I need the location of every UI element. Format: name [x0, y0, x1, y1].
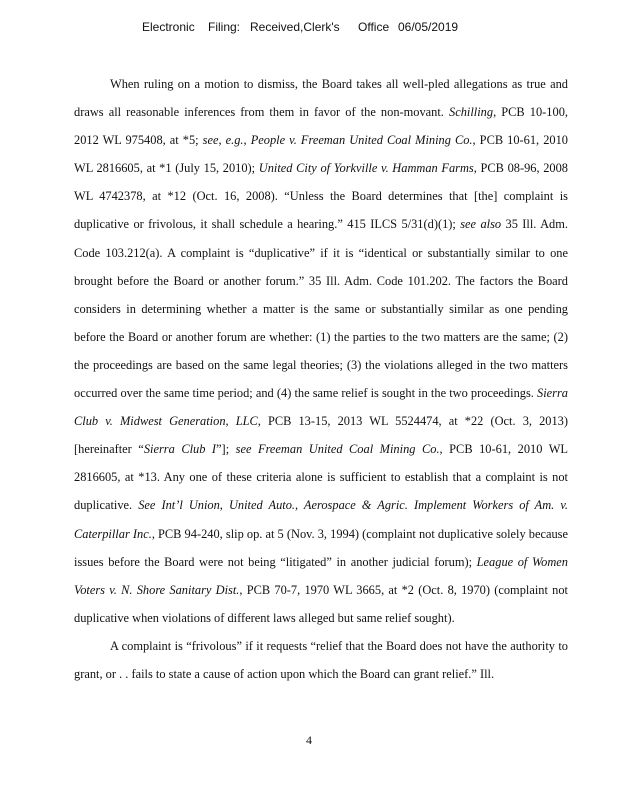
page-number: 4 — [306, 733, 312, 747]
text-segment: , PCB 10-61, 2010 WL 2816605, at *13. Any one of these criteria alone is sufficient to establish that a complaint is not duplicative. — [74, 442, 568, 513]
citation-italic: see, e.g. — [202, 133, 244, 148]
header-date: 06/05/2019 — [398, 20, 459, 34]
header-received: Received,Clerk's — [250, 20, 340, 34]
text-segment: , PCB 70-7, 1970 WL 3665, at *2 (Oct. 8, 1970) (complaint not duplicative when violations of different laws alleged but same relief sought). — [74, 582, 568, 625]
citation-italic: Sierra Club I — [143, 442, 217, 457]
paragraph-frivolous-definition — [74, 632, 568, 688]
citation-italic: United City of Yorkville v. Hamman Farms — [258, 161, 474, 176]
header-filing: Filing: — [208, 20, 241, 34]
text-segment: , PCB 10-61, 2010 WL 2816605, at *1 (July 15, 2010); — [74, 133, 568, 176]
text-segment: , PCB 13-15, 2013 WL 5524474, at *22 (Oct. 3, 2013) [hereinafter “ — [74, 414, 568, 457]
citation-italic: People v. Freeman United Coal Mining Co. — [250, 133, 473, 148]
header-electronic: Electronic — [142, 20, 195, 34]
text-segment: ”]; — [216, 442, 236, 457]
text-segment: A complaint is “frivolous” if it requests “relief that the Board does not have the authority to grant, or . . fails to state a cause of action upon which the Board can grant relief.” Ill. — [74, 638, 568, 681]
citation-italic: see also — [460, 217, 502, 232]
citation-italic: League of Women Voters v. N. Shore Sanitary Dist. — [74, 554, 568, 597]
citation-italic: Sierra Club v. Midwest Generation, LLC — [74, 386, 568, 429]
text-segment: When ruling on a motion to dismiss, the Board takes all well-pled allegations as true and draws all reasonable inferences from them in favor of the non-movant. — [74, 77, 568, 120]
document-body — [74, 70, 568, 688]
text-segment: , PCB 94-240, slip op. at 5 (Nov. 3, 1994) (complaint not duplicative solely because issues before the Board were not being “litigated” in another judicial forum); — [74, 526, 568, 569]
text-segment: , — [243, 133, 251, 148]
text-segment: , PCB 08-96, 2008 WL 4742378, at *12 (Oct. 16, 2008). “Unless the Board determines that [the] complaint is duplicative or frivolous, it shall schedule a hearing.” 415 ILCS 5/31(d)(1); — [74, 161, 569, 232]
citation-italic: Schilling — [449, 105, 494, 120]
citation-italic: See Int’l Union, United Auto., Aerospace & Agric. Implement Workers of Am. v. Caterpillar Inc. — [74, 498, 568, 541]
header-office: Office — [358, 20, 390, 34]
paragraph-motion-to-dismiss — [74, 70, 568, 632]
text-segment: 35 Ill. Adm. Code 103.212(a). A complaint is “duplicative” if it is “identical or substantially similar to one brought before the Board or another forum.” 35 Ill. Adm. Code 101.202. The factors the Board considers in determining whether a matter is the same or substantially similar as one pending before the Board or another forum are whether: (1) the parties to the two matters are the same; (2) the proceedings are based on the same legal theories; (3) the violations alleged in the two matters occurred over the same time period; and (4) the same relief is sought in the two proceedings. — [74, 217, 568, 401]
text-segment: , PCB 10-100, 2012 WL 975408, at *5; — [74, 105, 568, 148]
citation-italic: see Freeman United Coal Mining Co. — [235, 442, 440, 457]
